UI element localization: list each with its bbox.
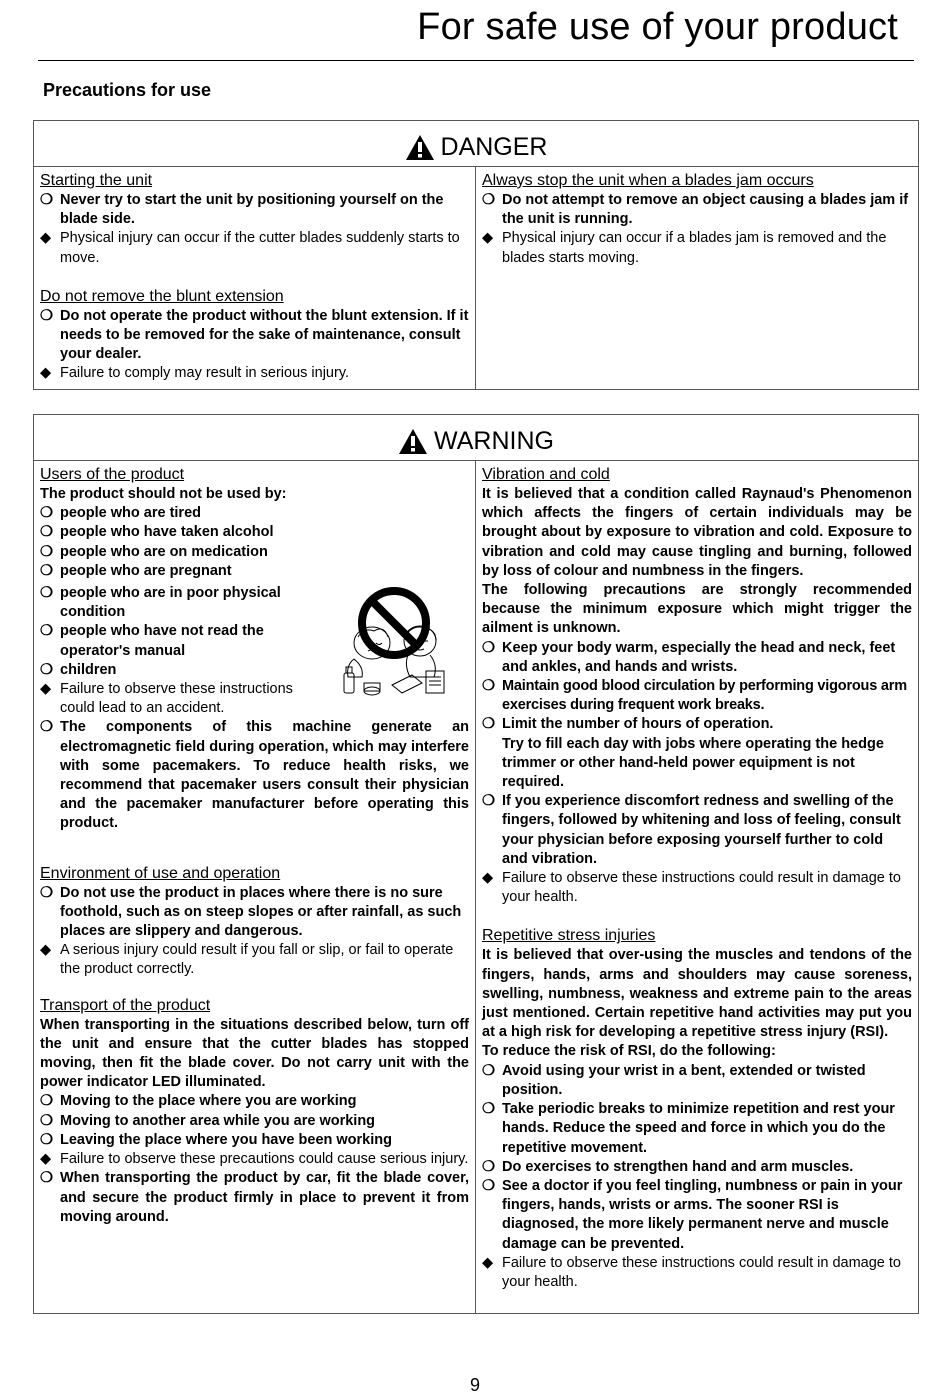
bullet-icon: ❍ <box>40 661 53 678</box>
subsection-title: Transport of the product <box>40 996 211 1014</box>
list-item: ❍ When transporting the product by car, fit the blade cover, and secure the product firmly in place to prevent it from moving around. <box>40 1170 469 1225</box>
list-item: ◆ A serious injury could result if you fall or slip, or fail to operate the product correctly. <box>40 942 454 978</box>
list-item: ❍ people who have taken alcohol <box>40 523 469 542</box>
list-item: ❍ The components of this machine generate an electromagnetic field during operation, which may interfere with some pacemakers. To reduce health risks, we recommend that pacemaker users consult their physician and the pacemaker manufacturer before operating this product. <box>40 719 469 832</box>
section-heading: Precautions for use <box>43 80 212 100</box>
subsection-title: Always stop the unit when a blades jam occurs <box>482 172 814 189</box>
bullet-icon: ❍ <box>40 307 53 324</box>
list-item: ❍ Do not operate the product without the blunt extension. If it needs to be removed for the sake of maintenance, consult your dealer. <box>40 307 469 363</box>
page-title: For safe use of your product <box>417 6 898 48</box>
list-item: ◆ Failure to observe these precautions could cause serious injury. <box>40 1150 469 1169</box>
bullet-icon: ❍ <box>40 623 53 640</box>
list-item: ◆ Physical injury can occur if the cutter blades suddenly starts to move. <box>40 230 460 266</box>
bullet-icon: ❍ <box>40 1131 53 1148</box>
bullet-icon: ❍ <box>482 1158 495 1175</box>
danger-label: DANGER <box>440 133 548 161</box>
danger-header <box>34 121 918 167</box>
list-item: ❍ Maintain good blood circulation by performing vigorous arm exercises during frequent work breaks. <box>482 678 907 714</box>
warning-triangle-icon <box>405 134 435 161</box>
warning-label: WARNING <box>434 427 554 455</box>
subsection-title: Repetitive stress injuries <box>482 927 656 945</box>
list-item: ❍ Moving to another area while you are working <box>40 1112 469 1131</box>
list-item: ◆ Failure to comply may result in serious injury. <box>40 364 469 383</box>
bullet-icon: ❍ <box>40 543 53 560</box>
title-rule <box>38 60 914 61</box>
subsection-title: Do not remove the blunt extension <box>40 287 284 305</box>
page-number: 9 <box>469 1375 480 1393</box>
list-item: ❍ See a doctor if you feel tingling, numbness or pain in your fingers, hands, wrists or arms. The sooner RSI is diagnosed, the more likely permanent nerve and muscle damage can be prevented. <box>482 1177 903 1252</box>
list-item: ◆ Failure to observe these instructions could result in damage to your health. <box>482 1254 901 1290</box>
diamond-icon: ◆ <box>482 1254 494 1271</box>
rsi-intro: It is believed that over-using the muscles and tendons of the fingers, hands, arms and shoulders may cause soreness, swelling, numbness, weakness and extreme pain to the areas just mentioned. Certain repetitive hand activities may put you at a high risk for developing a repetitive stress injury (RSI). <box>482 947 912 1041</box>
danger-right-column <box>476 167 918 389</box>
transport-intro: When transporting in the situations described below, turn off the unit and ensure that the cutter blades has stopped moving, then fit the blade cover. Do not carry unit with the power indicator LED illuminated. <box>40 1016 469 1091</box>
list-item: ❍ Avoid using your wrist in a bent, extended or twisted position. <box>482 1062 866 1098</box>
diamond-icon: ◆ <box>482 230 494 247</box>
list-item: ❍ Take periodic breaks to minimize repetition and rest your hands. Reduce the speed and force in which you do the repetitive movement. <box>482 1101 895 1156</box>
bullet-icon: ❍ <box>40 719 53 736</box>
list-item: ❍ Never try to start the unit by positioning yourself on the blade side. <box>40 192 444 228</box>
list-item: ❍ Do not attempt to remove an object causing a blades jam if the unit is running. <box>482 192 909 228</box>
bullet-icon: ❍ <box>482 1101 495 1118</box>
vibration-intro-2: The following precautions are strongly recommended because the minimum exposure which might trigger the ailment is unknown. <box>482 582 912 637</box>
list-item: ◆ Failure to observe these instructions could result in damage to your health. <box>482 870 901 906</box>
list-item: ❍ Limit the number of hours of operation. Try to fill each day with jobs where operating the hedge trimmer or other hand-held power equipment is not required. <box>482 716 884 791</box>
bullet-icon: ❍ <box>482 1177 495 1194</box>
list-item: ❍ people who are tired <box>40 504 469 523</box>
list-item: ❍ Keep your body warm, especially the head and neck, feet and ankles, and hands and wrists. <box>482 639 896 675</box>
danger-left-column <box>34 167 476 389</box>
danger-box <box>33 120 919 390</box>
warning-header <box>34 415 918 461</box>
bullet-icon: ❍ <box>40 1112 53 1129</box>
list-item: ❍ If you experience discomfort redness and swelling of the fingers, followed by whitening and loss of feeling, consult your physician before exposing yourself further to cold and vibration. <box>482 793 901 867</box>
diamond-icon: ◆ <box>40 230 52 247</box>
list-item: ❍ Do not use the product in places where there is no sure foothold, such as on steep slopes or after rainfall, as such places are slippery and dangerous. <box>40 884 462 940</box>
bullet-icon: ❍ <box>482 793 495 810</box>
bullet-icon: ❍ <box>40 505 53 522</box>
list-item: ❍ children <box>40 661 469 680</box>
bullet-icon: ❍ <box>40 884 53 901</box>
prohibited-users-illustration <box>324 581 464 701</box>
subsection-title: Users of the product <box>40 466 185 483</box>
list-item: ◆ Physical injury can occur if a blades jam is removed and the blades starts moving. <box>482 230 887 266</box>
warning-right-column <box>476 461 918 1313</box>
bullet-icon: ❍ <box>40 1093 53 1110</box>
subsection-title: Starting the unit <box>40 172 153 189</box>
list-item: ❍ people who are pregnant <box>40 562 469 581</box>
bullet-icon: ❍ <box>40 524 53 541</box>
bullet-icon: ❍ <box>482 1062 495 1079</box>
vibration-intro: It is believed that a condition called Raynaud's Phenomenon which affects the fingers of certain individuals may be brought about by exposure to vibration and cold. Exposure to vibration and cold may cause tingling and burning, followed by loss of colour and numbness in the fingers. <box>482 486 912 579</box>
bullet-icon: ❍ <box>482 716 495 733</box>
list-item: ❍ people who are in poor physical condition <box>40 585 281 621</box>
list-item: ❍ people who are on medication <box>40 543 469 562</box>
bullet-icon: ❍ <box>40 585 53 602</box>
subsection-title: Vibration and cold <box>482 466 610 483</box>
bullet-icon: ❍ <box>40 562 53 579</box>
bullet-icon: ❍ <box>40 192 53 208</box>
bullet-icon: ❍ <box>482 678 495 695</box>
warning-triangle-icon <box>398 428 428 455</box>
bullet-icon: ❍ <box>482 639 495 656</box>
list-item: ❍ people who have not read the operator's manual <box>40 623 264 659</box>
diamond-icon: ◆ <box>40 1151 52 1168</box>
bullet-icon: ❍ <box>482 192 495 208</box>
subsection-title: Environment of use and operation <box>40 864 281 882</box>
list-item: ❍ Leaving the place where you have been working <box>40 1131 469 1150</box>
list-item: ◆ Failure to observe these instructions could lead to an accident. <box>40 681 293 717</box>
warning-left-column <box>34 461 476 1313</box>
list-item: ❍ Do exercises to strengthen hand and arm muscles. <box>482 1158 912 1177</box>
bullet-icon: ❍ <box>40 1170 53 1187</box>
diamond-icon: ◆ <box>40 681 52 698</box>
warning-box <box>33 414 919 1314</box>
users-intro: The product should not be used by: <box>40 486 287 502</box>
list-item: ❍ Moving to the place where you are working <box>40 1092 469 1111</box>
diamond-icon: ◆ <box>40 365 52 382</box>
rsi-lead: To reduce the risk of RSI, do the following: <box>482 1043 776 1060</box>
diamond-icon: ◆ <box>482 870 494 887</box>
diamond-icon: ◆ <box>40 942 52 959</box>
